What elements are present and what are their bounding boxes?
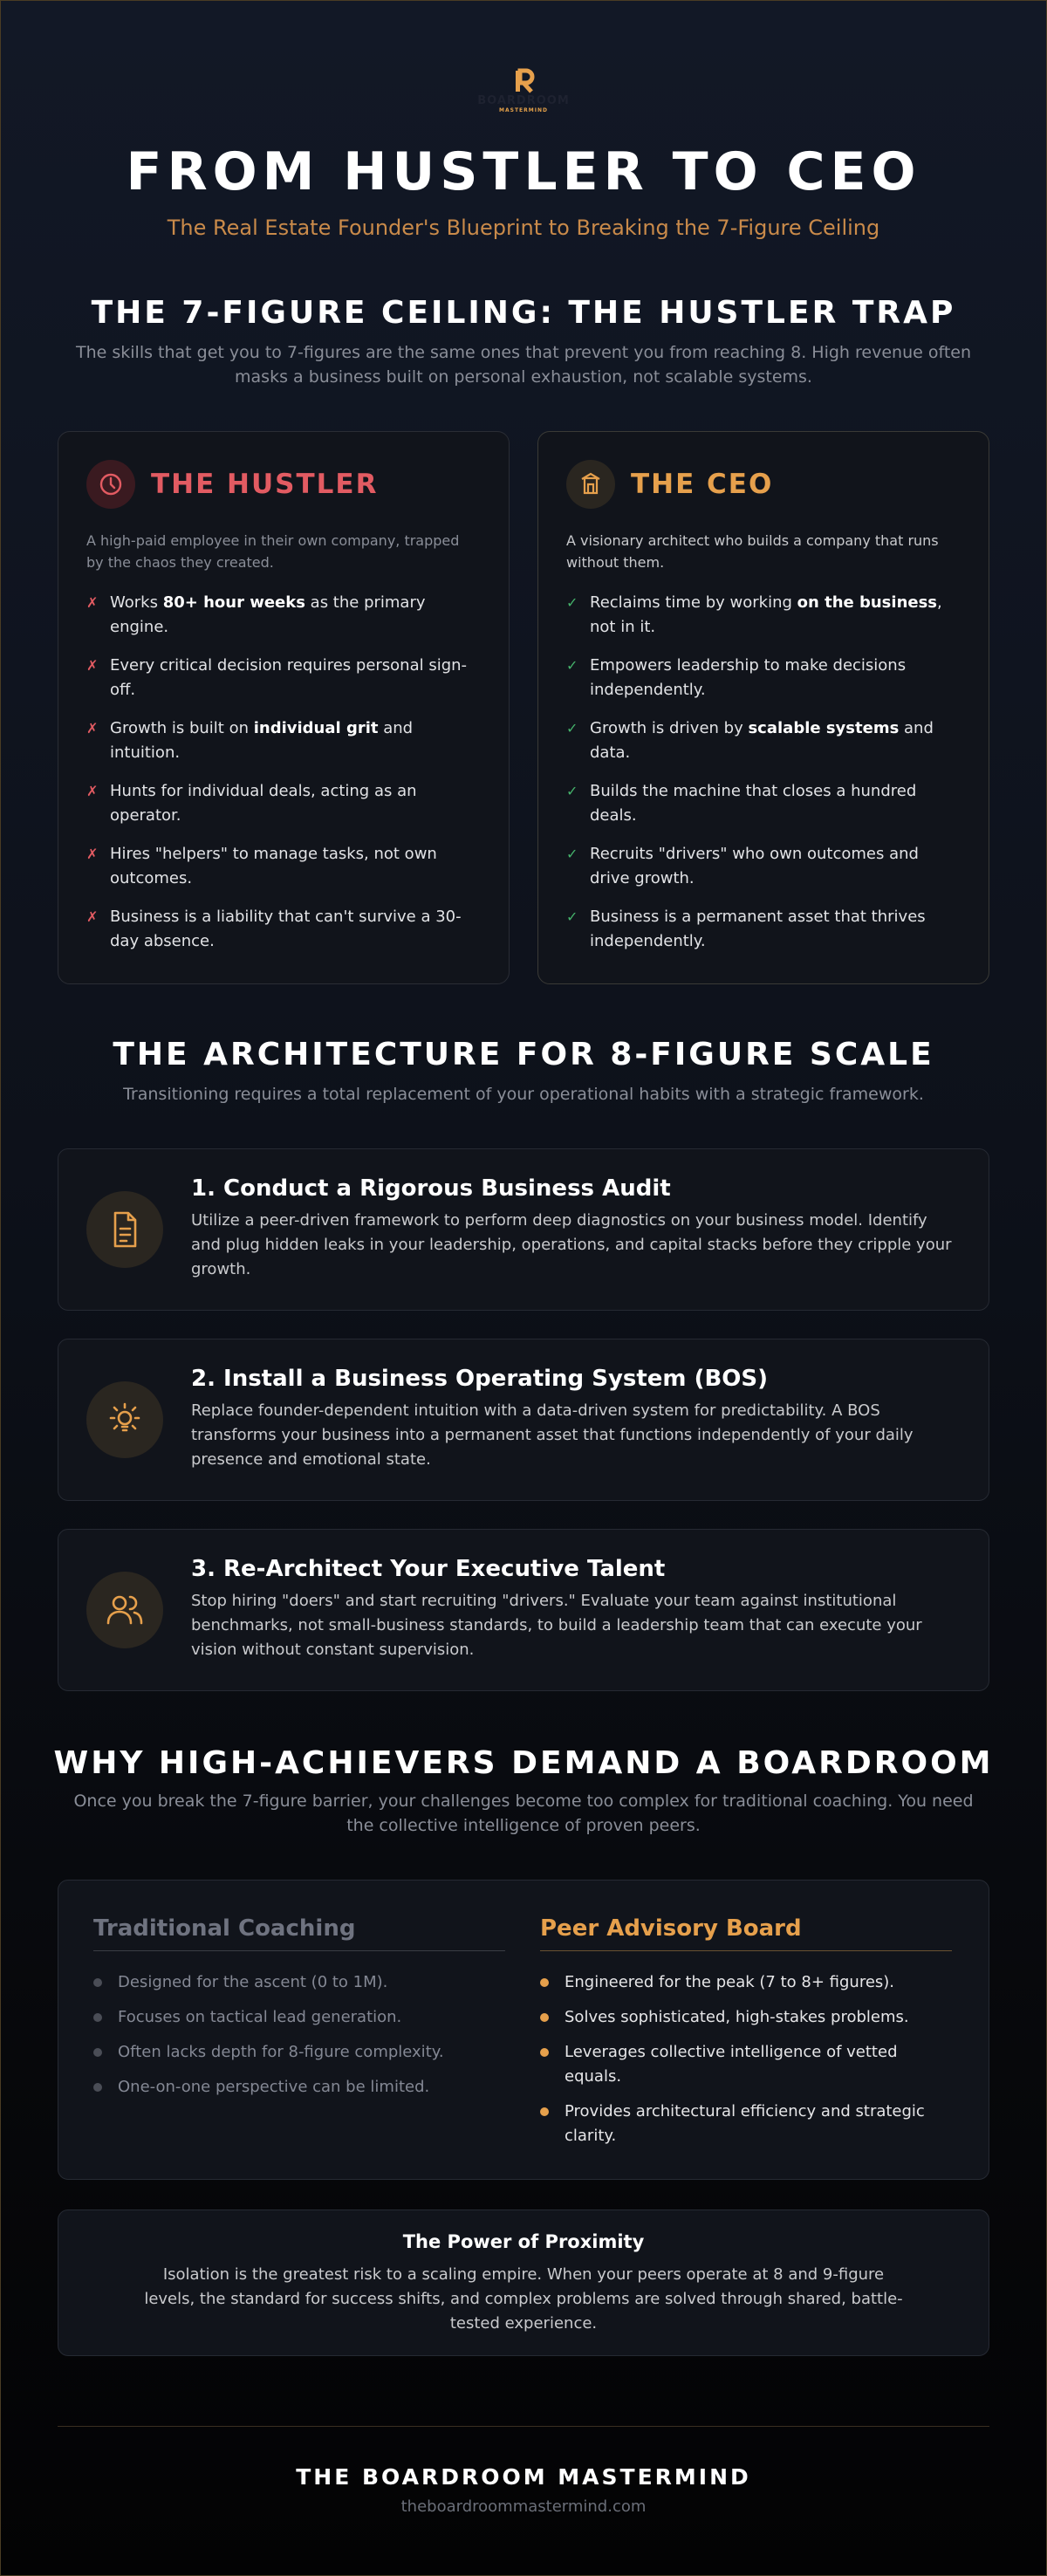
ceo-card — [537, 431, 989, 984]
proximity-body: Isolation is the greatest risk to a scaling empire. When your peers operate at 8 and 9-figure levels, the standard for success shifts, and complex problems are solved through shared, battle-tested experience. — [144, 2265, 903, 2333]
logo-word: BOARDROOM — [477, 94, 570, 107]
list-item: ✓ Growth is driven by scalable systems and data. — [566, 716, 959, 765]
logo-sub: MASTERMIND — [499, 107, 548, 113]
boardroom-subtitle: Once you break the 7-figure barrier, your challenges become too complex for traditional coaching. You need the collective intelligence of proven peers. — [73, 1792, 974, 1835]
list-item: ✓ Reclaims time by working on the business, not in it. — [566, 591, 959, 640]
check-icon: ✓ — [566, 657, 578, 674]
hustler-title: THE HUSTLER — [151, 469, 379, 500]
check-icon: ✓ — [566, 908, 578, 925]
architecture-subtitle: Transitioning requires a total replacement of your operational habits with a strategic framework. — [123, 1085, 924, 1104]
list-item: Focuses on tactical lead generation. — [93, 2005, 505, 2030]
check-icon: ✓ — [566, 846, 578, 862]
proximity-title: The Power of Proximity — [402, 2231, 645, 2252]
peer-list — [540, 1970, 952, 2148]
clock-icon — [86, 460, 135, 509]
ceiling-subtitle: The skills that get you to 7-figures are the same ones that prevent you from reaching 8. High revenue often masks a business built on personal exhaustion, not scalable systems. — [75, 343, 972, 387]
list-item: ✗ Business is a liability that can't survive a 30-day absence. — [86, 905, 479, 954]
hustler-list — [86, 591, 479, 968]
ceo-list — [566, 591, 959, 968]
step-card — [58, 1148, 989, 1311]
list-item: ✗ Hires "helpers" to manage tasks, not own outcomes. — [86, 842, 479, 891]
step-title: 2. Install a Business Operating System (BOS) — [191, 1366, 768, 1392]
comparison-panel — [58, 1880, 989, 2180]
x-icon: ✗ — [86, 783, 99, 799]
hero-subtitle: The Real Estate Founder's Blueprint to Breaking the 7-Figure Ceiling — [167, 216, 880, 240]
list-item: Leverages collective intelligence of vetted equals. — [540, 2040, 952, 2089]
bullet-icon — [93, 2013, 102, 2022]
lightbulb-icon — [86, 1381, 163, 1458]
check-icon: ✓ — [566, 720, 578, 736]
traditional-title: Traditional Coaching — [93, 1915, 505, 1951]
list-item: ✓ Empowers leadership to make decisions independently. — [566, 654, 959, 702]
list-item: ✗ Growth is built on individual grit and intuition. — [86, 716, 479, 765]
users-icon — [86, 1572, 163, 1648]
step-card — [58, 1529, 989, 1691]
traditional-column — [93, 1915, 505, 2110]
ceiling-title: THE 7-FIGURE CEILING: THE HUSTLER TRAP — [91, 295, 956, 331]
step-body: Replace founder-dependent intuition with a data-driven system for predictability. A BOS transforms your business into a permanent asset that functions independently of your daily presence and emotional state. — [191, 1401, 914, 1469]
hustler-card — [58, 431, 510, 984]
footer-divider — [58, 2426, 989, 2427]
x-icon: ✗ — [86, 908, 99, 925]
list-item: Designed for the ascent (0 to 1M). — [93, 1970, 505, 1995]
list-item: ✓ Recruits "drivers" who own outcomes and drive growth. — [566, 842, 959, 891]
boardroom-title: WHY HIGH-ACHIEVERS DEMAND A BOARDROOM — [53, 1745, 994, 1781]
step-card — [58, 1339, 989, 1501]
check-icon: ✓ — [566, 594, 578, 611]
x-icon: ✗ — [86, 657, 99, 674]
list-item: One-on-one perspective can be limited. — [93, 2075, 505, 2100]
bullet-icon — [540, 2013, 549, 2022]
architecture-title: THE ARCHITECTURE FOR 8-FIGURE SCALE — [113, 1037, 934, 1072]
footer-url[interactable]: theboardroommastermind.com — [400, 2497, 647, 2516]
list-item: Provides architectural efficiency and strategic clarity. — [540, 2100, 952, 2148]
list-item: ✓ Business is a permanent asset that thrives independently. — [566, 905, 959, 954]
proximity-callout — [58, 2209, 989, 2356]
hero-title: FROM HUSTLER TO CEO — [126, 141, 921, 202]
bullet-icon — [540, 2107, 549, 2116]
x-icon: ✗ — [86, 720, 99, 736]
ceo-title: THE CEO — [631, 469, 774, 500]
list-item: Solves sophisticated, high-stakes problems. — [540, 2005, 952, 2030]
list-item: Engineered for the peak (7 to 8+ figures). — [540, 1970, 952, 1995]
bullet-icon — [540, 2048, 549, 2057]
list-item: ✗ Works 80+ hour weeks as the primary engine. — [86, 591, 479, 640]
list-item: ✓ Builds the machine that closes a hundred deals. — [566, 779, 959, 828]
peer-title: Peer Advisory Board — [540, 1915, 952, 1951]
list-item: ✗ Hunts for individual deals, acting as an operator. — [86, 779, 479, 828]
logo — [0, 68, 1047, 113]
x-icon: ✗ — [86, 594, 99, 611]
step-body: Stop hiring "doers" and start recruiting "drivers." Evaluate your team against institutional benchmarks, not small-business standards, to build a leadership team that can execute your vision without constant supervision. — [191, 1592, 922, 1659]
bullet-icon — [93, 2048, 102, 2057]
bullet-icon — [93, 1978, 102, 1987]
list-item: Often lacks depth for 8-figure complexity. — [93, 2040, 505, 2065]
ceo-desc: A visionary architect who builds a company that runs without them. — [566, 532, 939, 571]
building-icon — [566, 460, 615, 509]
list-item: ✗ Every critical decision requires personal sign-off. — [86, 654, 479, 702]
hustler-desc: A high-paid employee in their own company, trapped by the chaos they created. — [86, 532, 460, 571]
bullet-icon — [540, 1978, 549, 1987]
step-title: 1. Conduct a Rigorous Business Audit — [191, 1175, 671, 1202]
document-icon — [86, 1191, 163, 1268]
step-body: Utilize a peer-driven framework to perform deep diagnostics on your business model. Identify and plug hidden leaks in your leadership, operations, and capital stacks before they cripple your growth. — [191, 1211, 952, 1278]
bullet-icon — [93, 2083, 102, 2092]
footer-title: THE BOARDROOM MASTERMIND — [296, 2464, 751, 2490]
peer-column — [540, 1915, 952, 2159]
logo-mark-icon — [510, 68, 537, 94]
check-icon: ✓ — [566, 783, 578, 799]
step-title: 3. Re-Architect Your Executive Talent — [191, 1556, 666, 1582]
traditional-list — [93, 1970, 505, 2100]
x-icon: ✗ — [86, 846, 99, 862]
